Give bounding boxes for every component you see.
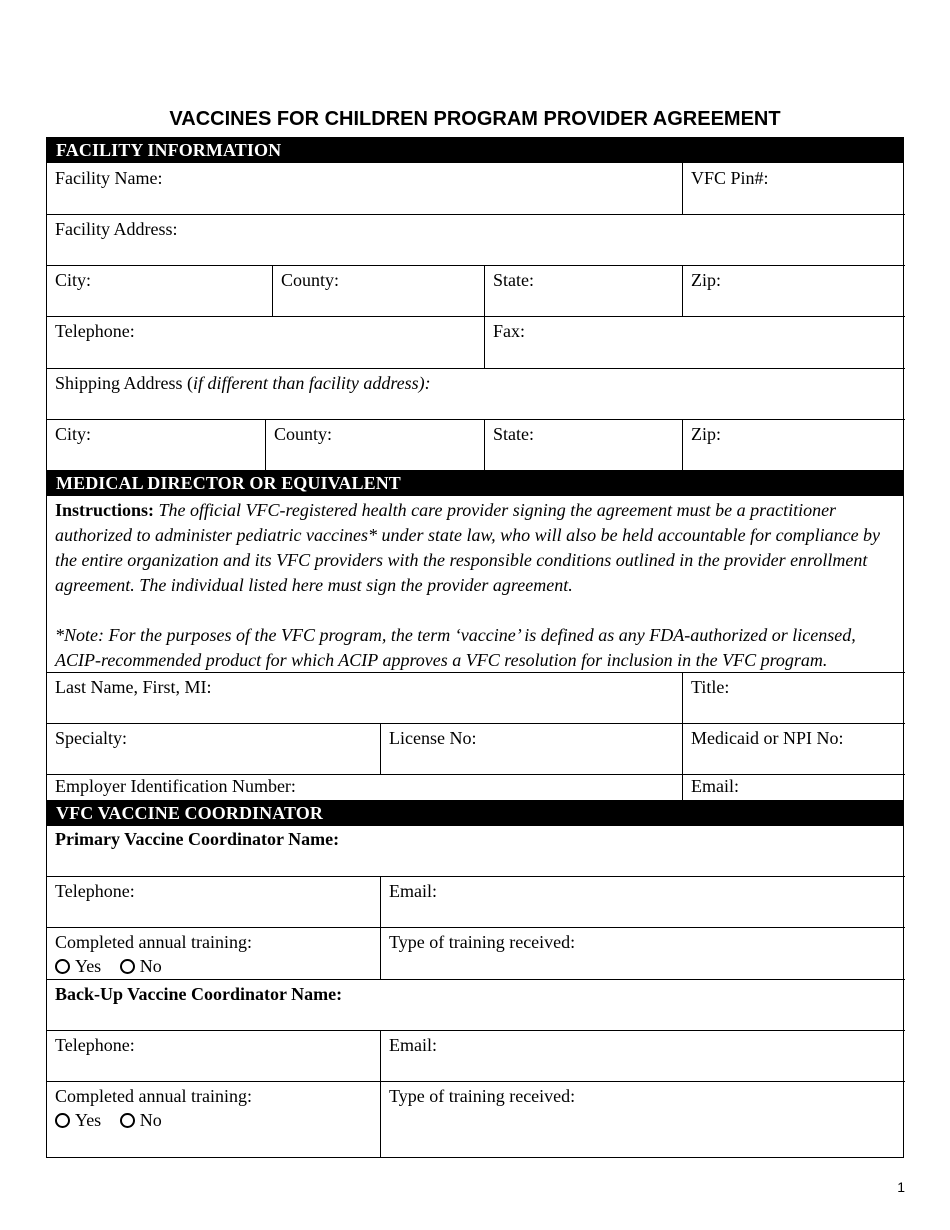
radio-circle-icon[interactable]: [120, 1113, 135, 1128]
divider: [380, 723, 381, 774]
backup-coordinator-label: Back-Up Vaccine Coordinator Name:: [55, 984, 343, 1004]
city-field[interactable]: [47, 265, 273, 316]
divider: [380, 927, 381, 979]
backup-training-label: Completed annual training:: [55, 1086, 252, 1106]
divider: [682, 672, 683, 723]
backup-coordinator-name-field[interactable]: [47, 979, 905, 1030]
backup-training-no[interactable]: [120, 1110, 162, 1130]
state-label: State:: [493, 270, 534, 290]
instructions-label: Instructions:: [55, 500, 155, 520]
instructions-block: [47, 496, 903, 673]
primary-training-yes[interactable]: [55, 956, 101, 976]
backup-telephone-label: Telephone:: [55, 1035, 135, 1055]
zip-field[interactable]: [683, 265, 905, 316]
coordinator-section-header: VFC VACCINE COORDINATOR: [47, 800, 903, 826]
ein-field[interactable]: [47, 774, 683, 800]
shipping-county-field[interactable]: [266, 419, 485, 470]
divider: [380, 1030, 381, 1081]
backup-email-field[interactable]: [381, 1030, 905, 1081]
fax-field[interactable]: [485, 316, 905, 368]
license-label: License No:: [389, 728, 477, 748]
primary-training-label: Completed annual training:: [55, 932, 252, 952]
divider: [484, 265, 485, 316]
backup-training-type-label: Type of training received:: [389, 1086, 576, 1106]
divider: [380, 876, 381, 927]
backup-no-label: No: [139, 1110, 162, 1130]
last-name-field[interactable]: [47, 672, 683, 723]
shipping-address-label: Shipping Address (: [55, 373, 194, 393]
specialty-field[interactable]: [47, 723, 381, 774]
primary-training-type-label: Type of training received:: [389, 932, 576, 952]
radio-circle-icon[interactable]: [120, 959, 135, 974]
shipping-city-label: City:: [55, 424, 92, 444]
primary-training-cell: [47, 927, 381, 979]
facility-name-field[interactable]: [47, 163, 683, 214]
page-number: 1: [897, 1179, 905, 1195]
facility-name-label: Facility Name:: [55, 168, 163, 188]
medicaid-npi-field[interactable]: [683, 723, 905, 774]
backup-email-label: Email:: [389, 1035, 437, 1055]
divider: [265, 419, 266, 470]
title-label: Title:: [691, 677, 730, 697]
shipping-county-label: County:: [274, 424, 333, 444]
shipping-address-note: if different than facility address):: [193, 373, 431, 393]
backup-training-type-field[interactable]: [381, 1081, 905, 1157]
director-email-field[interactable]: [683, 774, 905, 800]
vfc-pin-label: VFC Pin#:: [691, 168, 769, 188]
primary-no-label: No: [139, 956, 162, 976]
shipping-address-field[interactable]: [47, 368, 905, 419]
divider: [682, 774, 683, 800]
telephone-label: Telephone:: [55, 321, 135, 341]
divider: [272, 265, 273, 316]
ein-label: Employer Identification Number:: [55, 776, 296, 796]
instructions-text: The official VFC-registered health care provider signing the agreement must be a practitioner authorized to administer pediatric vaccines* under state law, who will also be held accountable for compliance by the entire organization and its VFC providers with the responsible conditions outlined in the provider enrollment agreement. The individual listed here must sign the provider agreement.: [55, 500, 881, 595]
shipping-state-field[interactable]: [485, 419, 683, 470]
backup-telephone-field[interactable]: [47, 1030, 381, 1081]
facility-section-header: FACILITY INFORMATION: [47, 137, 903, 163]
vaccine-definition-note: *Note: For the purposes of the VFC program, the term ‘vaccine’ is defined as any FDA-authorized or licensed, ACIP-recommended product for which ACIP approves a VFC resolution for inclusion in the VFC program.: [55, 625, 856, 670]
divider: [682, 265, 683, 316]
county-label: County:: [281, 270, 340, 290]
primary-training-no[interactable]: [120, 956, 162, 976]
radio-circle-icon[interactable]: [55, 959, 70, 974]
shipping-zip-label: Zip:: [691, 424, 721, 444]
medical-director-section-header: MEDICAL DIRECTOR OR EQUIVALENT: [47, 470, 903, 496]
director-email-label: Email:: [691, 776, 739, 796]
shipping-state-label: State:: [493, 424, 534, 444]
primary-telephone-field[interactable]: [47, 876, 381, 927]
provider-agreement-form: [46, 137, 904, 1158]
specialty-label: Specialty:: [55, 728, 127, 748]
telephone-field[interactable]: [47, 316, 485, 368]
primary-yes-label: Yes: [75, 956, 102, 976]
divider: [682, 723, 683, 774]
facility-address-label: Facility Address:: [55, 219, 178, 239]
radio-circle-icon[interactable]: [55, 1113, 70, 1128]
primary-email-label: Email:: [389, 881, 437, 901]
title-field[interactable]: [683, 672, 905, 723]
vfc-pin-field[interactable]: [683, 163, 905, 214]
primary-email-field[interactable]: [381, 876, 905, 927]
form-title: VACCINES FOR CHILDREN PROGRAM PROVIDER AGREEMENT: [169, 108, 781, 130]
primary-coordinator-label: Primary Vaccine Coordinator Name:: [55, 829, 340, 849]
license-field[interactable]: [381, 723, 683, 774]
backup-training-cell: [47, 1081, 381, 1157]
zip-label: Zip:: [691, 270, 721, 290]
primary-training-type-field[interactable]: [381, 927, 905, 979]
divider: [484, 316, 485, 368]
divider: [682, 163, 683, 214]
backup-yes-label: Yes: [75, 1110, 102, 1130]
divider: [484, 419, 485, 470]
city-label: City:: [55, 270, 92, 290]
medicaid-npi-label: Medicaid or NPI No:: [691, 728, 844, 748]
divider: [682, 419, 683, 470]
fax-label: Fax:: [493, 321, 526, 341]
state-field[interactable]: [485, 265, 683, 316]
last-name-label: Last Name, First, MI:: [55, 677, 212, 697]
primary-telephone-label: Telephone:: [55, 881, 135, 901]
primary-coordinator-name-field[interactable]: [47, 826, 905, 876]
facility-address-field[interactable]: [47, 214, 905, 265]
shipping-city-field[interactable]: [47, 419, 266, 470]
county-field[interactable]: [273, 265, 485, 316]
shipping-zip-field[interactable]: [683, 419, 905, 470]
backup-training-yes[interactable]: [55, 1110, 101, 1130]
divider: [380, 1081, 381, 1157]
